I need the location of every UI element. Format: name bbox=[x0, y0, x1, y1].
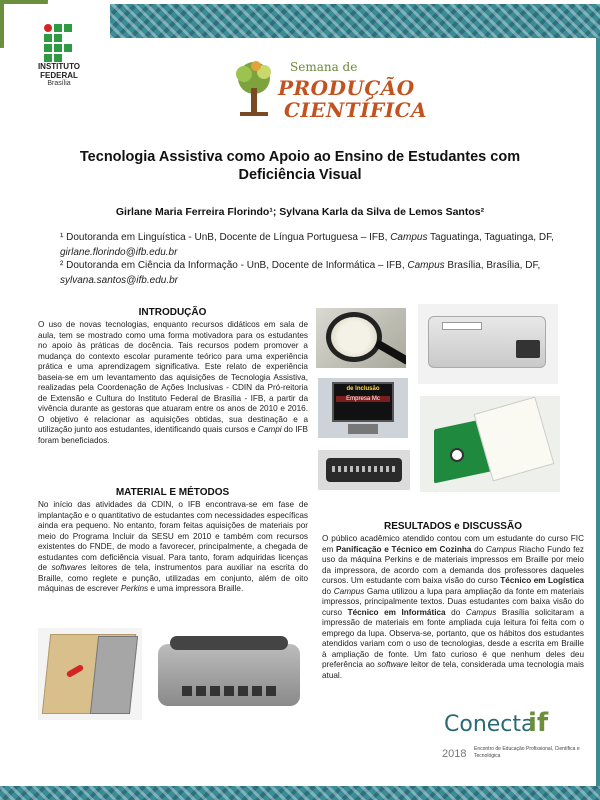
section-heading-metodos: MATERIAL E MÉTODOS bbox=[115, 487, 230, 498]
photo-braille-printer bbox=[418, 304, 558, 384]
event-logo-line2: PRODUÇÃO bbox=[278, 76, 415, 100]
event-logo-line3: CIENTÍFICA bbox=[284, 98, 428, 122]
photo-thermoform-machine bbox=[420, 396, 560, 492]
tree-icon bbox=[232, 60, 276, 118]
section-heading-introducao: INTRODUÇÃO bbox=[138, 307, 207, 318]
section-text-resultados: O público acadêmico atendido contou com um estudante do curso FIC em Panificação e Técnico em Cozinha do Campus Riacho Fundo fez uso da máquina Perkins e de materiais impressos em Braille por meio da impressora, de acordo com a demanda dos professores daqueles cursos. Um estudante com baixa visão do curso Técnico em Logística do Campus Gama utilizou a lupa para ampliação da fonte em materiais impressos, principalmente textos. Duas estudantes com baixa visão do curso Técnico em Informática do Campus Brasília solicitaram a impressão de materiais em fonte ampliada cuja leitura foi feita com o emprego da lupa. Observa-se, portanto, que os hábitos dos estudantes atendidos variam com o uso de tecnologias, desde a escrita em Braille à ampliação de fonte. Um fato curioso é que nenhum deles deu preferência ao software leitor de tela, considerada uma tecnologia mais atual. bbox=[322, 534, 584, 680]
section-text-metodos: No início das atividades da CDIN, o IFB encontrava-se em fase de implantação e o quantitativo de estudantes com necessidades específicas ainda era pequeno. No entanto, foram feitas aquisições de materiais por meio do Programa Incluir da SESU em 2010 e também com recursos existentes do FNDE, de modo a favorecer, principalmente, a chegada de estudantes com deficiência visual. Para tanto, foram adquiridas licenças de softwares leitores de tela, instrumentos para auxiliar na escrita do Braille, como reglete e punção, utilizadas em conjunto, além de oito máquinas de escrever Perkins e uma impressora Braille. bbox=[38, 500, 308, 593]
affiliation-1: ¹ Doutoranda em Linguística - UnB, Docente de Língua Portuguesa – IFB, Campus Taguatinga, Taguatinga, DF, girlane.florindo@ifb.edu.br bbox=[60, 232, 554, 258]
section-heading-resultados: RESULTADOS e DISCUSSÃO bbox=[384, 521, 522, 532]
event-logo bbox=[232, 54, 428, 126]
email-link[interactable]: sylvana.santos@ifb.edu.br bbox=[60, 275, 178, 286]
screen-text-1: de Inclusão bbox=[346, 386, 380, 392]
ifb-logo-mark-icon bbox=[44, 24, 74, 60]
conecta-logo-word: Conecta bbox=[444, 712, 535, 737]
decorative-pattern-top bbox=[110, 4, 600, 38]
ifb-logo-name: INSTITUTO FEDERAL bbox=[37, 62, 81, 80]
photo-braille-display bbox=[318, 450, 410, 490]
decorative-border-right bbox=[596, 38, 600, 786]
section-text-introducao: O uso de novas tecnologias, enquanto recursos didáticos em sala de aula, tem se mostrado como uma forma motivadora para os estudantes no apoio às práticas de docência. Tais recursos podem promover a mudança do contexto escolar puramente teórico para uma experiência prática e uma aprendizagem significativa. Este relato de experiência baseia-se em um levantamento das aquisições de Tecnologia Assistiva, realizadas pela Coordenação de Ações Inclusivas - CDIN da Pró-reitoria de Extensão e Cultura do Instituto Federal de Brasília - IFB, a partir da vivência durante as gestoras que atuaram entre os anos de 2010 e 2016. O objetivo é relacionar as aquisições obtidas, sua destinação e a utilização junto aos estudantes, identificando quais cursos e Campi do IFB foram beneficiados. bbox=[38, 320, 308, 445]
photo-screen-magnifier bbox=[318, 378, 408, 438]
conecta-logo-year: 2018 bbox=[442, 748, 467, 760]
conecta-logo-subtitle: Encontro de Educação Profissional, Científica e Tecnológica bbox=[474, 746, 580, 759]
event-logo-line1: Semana de bbox=[290, 60, 358, 74]
conecta-logo-if: if bbox=[528, 708, 549, 738]
ifb-logo bbox=[4, 4, 110, 104]
email-link[interactable]: girlane.florindo@ifb.edu.br bbox=[60, 247, 178, 258]
paper-authors: Girlane Maria Ferreira Florindo¹; Sylvana Karla da Silva de Lemos Santos² bbox=[115, 206, 485, 218]
affiliation-2: ² Doutoranda em Ciência da Informação - UnB, Docente de Informática – IFB, Campus Brasília, Brasília, DF, sylvana.santos@ifb.edu.br bbox=[60, 260, 541, 286]
ifb-logo-campus: Brasília bbox=[47, 80, 71, 87]
conecta-if-logo bbox=[436, 708, 584, 778]
photo-reglete bbox=[38, 628, 142, 720]
magnifier-icon bbox=[326, 312, 382, 362]
decorative-pattern-bottom bbox=[0, 786, 600, 800]
paper-title: Tecnologia Assistiva como Apoio ao Ensino de Estudantes com Deficiência Visual bbox=[79, 149, 521, 183]
photo-perkins-machine bbox=[150, 628, 310, 720]
photo-magnifier bbox=[316, 308, 406, 368]
screen-text-2: Empresa Mc bbox=[336, 396, 390, 402]
